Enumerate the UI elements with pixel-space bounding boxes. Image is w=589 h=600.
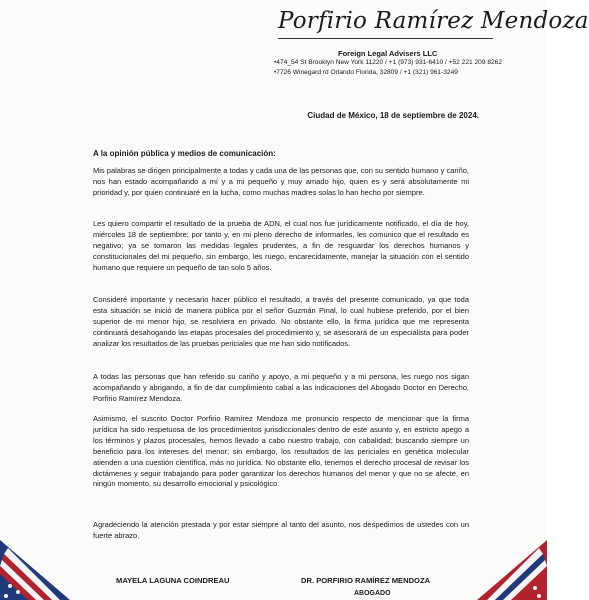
- paragraph-1: Mis palabras se dirigen principalmente a todas y cada una de las personas que, con su sentido humano y cariño, nos han estado acompañando a mí y a mi pequeño y muy amado hijo, quien es y será absolutamente mi prioridad y, por quien continuaré en la lucha, como muchas madres solas lo han hecho por siempre.: [93, 166, 469, 197]
- paragraph-5: Asimismo, el suscrito Doctor Porfirio Ramírez Mendoza me pronuncio respecto de mencionar que la firma jurídica ha sido respetuosa de los procedimientos jurisdiccionales dentro de este asunto y, en estricto apego a los términos y plazos procesales, hemos llevado a cabo nuestro trabajo, con cabalidad; buscando siempre un beneficio para los intereses del menor; sin embargo, los resultados de las periciales en genética molecular atienden a una cuestión científica, más no jurídica. No obstante ello, tenemos el derecho procesal de revisar los dictámenes y seguir trabajando para poder garantizar los derechos humanos del menor y que no se afecte, en ningún momento, su desarrollo emocional y psicológico.: [93, 414, 469, 489]
- paragraph-3: Consideré importante y necesario hacer público el resultado, a través del presente comunicado, ya que toda esta situación se inició de manera pública por el señor Guzmán Pinal, lo cual hubiese preferido, por el bien superior de mi menor hijo, se resolviera en privado. No obstante ello, la firma jurídica que me representa continuará desahogando las etapas procesales del procedimiento y, se asesorará de un especialista para poder analizar los resultados de las pruebas periciales que me han sido notificados.: [93, 295, 469, 348]
- signature-right-role: ABOGADO: [354, 590, 391, 597]
- paragraph-6: Agradeciendo la atención prestada y por estar siempre al tanto del asunto, nos despedimos de ustedes con un fuerte abrazo.: [93, 520, 469, 540]
- date-line: Ciudad de México, 18 de septiembre de 2024.: [307, 111, 479, 120]
- signature-right-name: DR. PORFIRIO RAMÍREZ MENDOZA: [301, 576, 431, 585]
- logo-underline: [278, 38, 493, 39]
- paragraph-2: Les quiero compartir el resultado de la prueba de ADN, el cual nos fue jurídicamente notificado, el día de hoy, miércoles 18 de septiembre; por tanto y, en mi pleno derecho de informarles, les comunico que el resultado es negativo; ya se tomaron las medidas legales prudentes, a fin de resguardar los derechos humanos y constitucionales del mi pequeño, sin embargo, les ruego, encarecidamente, manejar la situación con el sentido humano que requiere un pequeño de tan solo 5 años.: [93, 219, 469, 272]
- us-flag-right-icon: [477, 540, 547, 600]
- paragraph-4: A todas las personas que han referido su cariño y apoyo, a mi pequeño y a mi persona, les ruego nos sigan acompañando y abrigando, a fin de dar cumplimiento cabal a las indicaciones del Abogado Doctor en Derecho, Porfirio Ramírez Mendoza.: [93, 372, 469, 403]
- address-line-1: •474_54 St Brooklyn New York 11220 / +1 (973) 931-6410 / +52 221 209 8262: [274, 59, 503, 66]
- signature-left-name: MAYELA LAGUNA COINDREAU: [116, 576, 230, 585]
- signature-logo: Porfirio Ramírez Mendoza: [278, 8, 589, 34]
- us-flag-left-icon: [0, 540, 70, 600]
- firm-name: Foreign Legal Advisers LLC: [338, 49, 438, 58]
- letterhead: [270, 8, 589, 76]
- address-line-2: •7726 Winegard rd Orlando Florida, 32809 / +1 (321) 961-3249: [274, 69, 458, 76]
- salutation: A la opinión pública y medios de comunicación:: [93, 149, 276, 158]
